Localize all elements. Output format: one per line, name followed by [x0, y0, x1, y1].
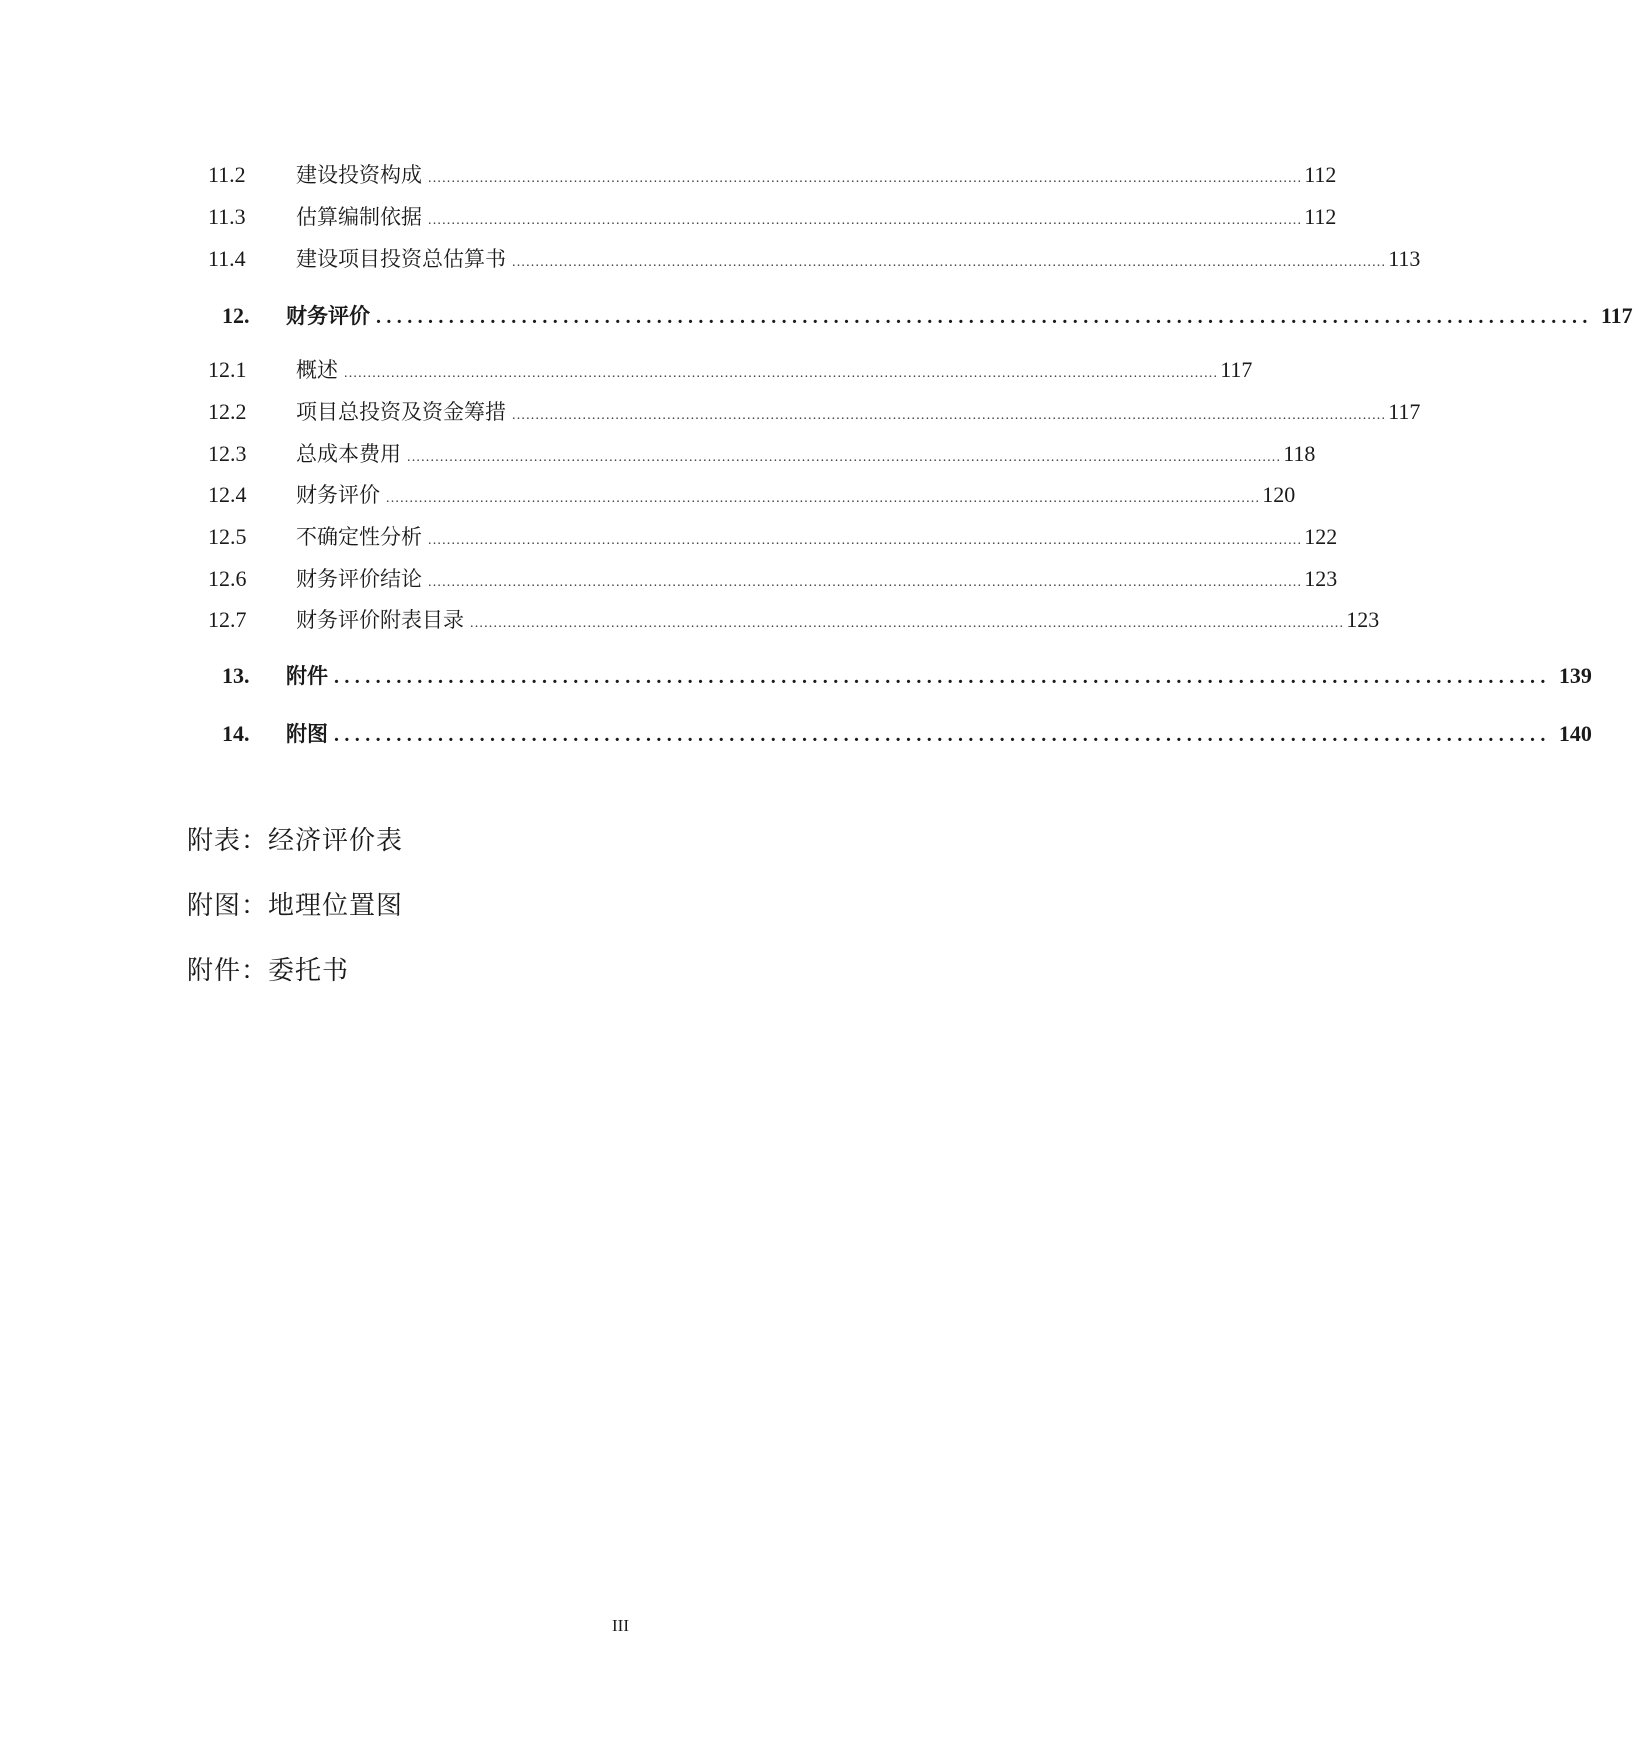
toc-chapter-title: 附图 — [286, 722, 328, 746]
toc-dot-leader: .......................................................................................................................................................................................... — [512, 408, 1387, 423]
toc-entry-11-4[interactable] — [208, 243, 1421, 273]
toc-entry-title: 财务评价附表目录 — [296, 608, 464, 632]
toc-dot-leader: .......................................................................................................................................................................................... — [428, 533, 1303, 548]
toc-chapter-page: 117 — [1600, 303, 1633, 328]
toc-dot-leader: .......................................................................................................................................................................................... — [428, 213, 1303, 228]
toc-entry-number: 12.1 — [208, 357, 247, 382]
toc-chapter-12[interactable] — [222, 300, 1633, 330]
toc-dot-leader: .......................................................................................................................................................................................... — [407, 450, 1282, 465]
toc-dot-leader: ..................................................................................................................... — [334, 666, 1551, 688]
toc-entry-title: 概述 — [296, 358, 338, 382]
toc-dot-leader: .......................................................................................................................................................................................... — [512, 255, 1387, 270]
toc-entry-title: 总成本费用 — [296, 442, 401, 466]
toc-entry-12-6[interactable] — [208, 563, 1338, 593]
toc-entry-12-5[interactable] — [208, 521, 1338, 551]
toc-dot-leader: .......................................................................................................................................................................................... — [386, 491, 1261, 506]
toc-entry-12-3[interactable] — [208, 438, 1316, 468]
toc-entry-page: 118 — [1283, 441, 1316, 466]
toc-entry-11-2[interactable] — [208, 159, 1337, 189]
toc-chapter-page: 139 — [1558, 663, 1592, 688]
toc-chapter-title: 财务评价 — [286, 304, 370, 328]
toc-chapter-13[interactable] — [222, 660, 1592, 690]
toc-entry-number: 12.7 — [208, 607, 247, 632]
toc-entry-12-7[interactable] — [208, 604, 1380, 634]
toc-entry-title: 不确定性分析 — [296, 525, 422, 549]
toc-entry-number: 11.3 — [208, 204, 246, 229]
appendix-figures-line: 附图：地理位置图 — [187, 891, 404, 921]
toc-entry-title: 财务评价 — [296, 483, 380, 507]
toc-entry-11-3[interactable] — [208, 201, 1337, 231]
toc-entry-12-4[interactable] — [208, 479, 1296, 509]
toc-entry-page: 117 — [1220, 357, 1253, 382]
toc-entry-number: 11.4 — [208, 246, 246, 271]
toc-dot-leader: .......................................................................................................................................................................................... — [344, 366, 1219, 381]
toc-dot-leader: ..................................................................................................................... — [376, 306, 1593, 328]
toc-entry-title: 财务评价结论 — [296, 567, 422, 591]
toc-entry-page: 122 — [1304, 524, 1338, 549]
toc-entry-page: 120 — [1262, 482, 1296, 507]
toc-chapter-number: 13. — [222, 663, 250, 688]
toc-entry-page: 112 — [1304, 162, 1337, 187]
toc-dot-leader: .......................................................................................................................................................................................... — [470, 616, 1345, 631]
toc-entry-title: 估算编制依据 — [296, 205, 422, 229]
toc-chapter-number: 14. — [222, 721, 250, 746]
toc-entry-number: 12.6 — [208, 566, 247, 591]
toc-entry-number: 12.2 — [208, 399, 247, 424]
toc-entry-12-1[interactable] — [208, 354, 1253, 384]
appendix-attachments-line: 附件：委托书 — [187, 956, 350, 986]
toc-entry-title: 项目总投资及资金筹措 — [296, 400, 506, 424]
toc-dot-leader: ..................................................................................................................... — [334, 724, 1551, 746]
toc-entry-page: 123 — [1304, 566, 1338, 591]
toc-entry-number: 12.5 — [208, 524, 247, 549]
toc-dot-leader: .......................................................................................................................................................................................... — [428, 575, 1303, 590]
toc-entry-page: 123 — [1346, 607, 1380, 632]
toc-entry-title: 建设项目投资总估算书 — [296, 247, 506, 271]
page-number: III — [612, 1616, 629, 1635]
toc-entry-title: 建设投资构成 — [296, 163, 422, 187]
appendix-tables-line: 附表：经济评价表 — [187, 826, 404, 856]
toc-entry-12-2[interactable] — [208, 396, 1421, 426]
toc-entry-number: 11.2 — [208, 162, 246, 187]
toc-chapter-14[interactable] — [222, 718, 1592, 748]
toc-chapter-page: 140 — [1558, 721, 1592, 746]
toc-dot-leader: .......................................................................................................................................................................................... — [428, 171, 1303, 186]
toc-entry-page: 117 — [1388, 399, 1421, 424]
toc-entry-page: 113 — [1388, 246, 1421, 271]
toc-chapter-number: 12. — [222, 303, 250, 328]
toc-entry-page: 112 — [1304, 204, 1337, 229]
toc-entry-number: 12.3 — [208, 441, 247, 466]
toc-chapter-title: 附件 — [286, 664, 328, 688]
toc-entry-number: 12.4 — [208, 482, 247, 507]
